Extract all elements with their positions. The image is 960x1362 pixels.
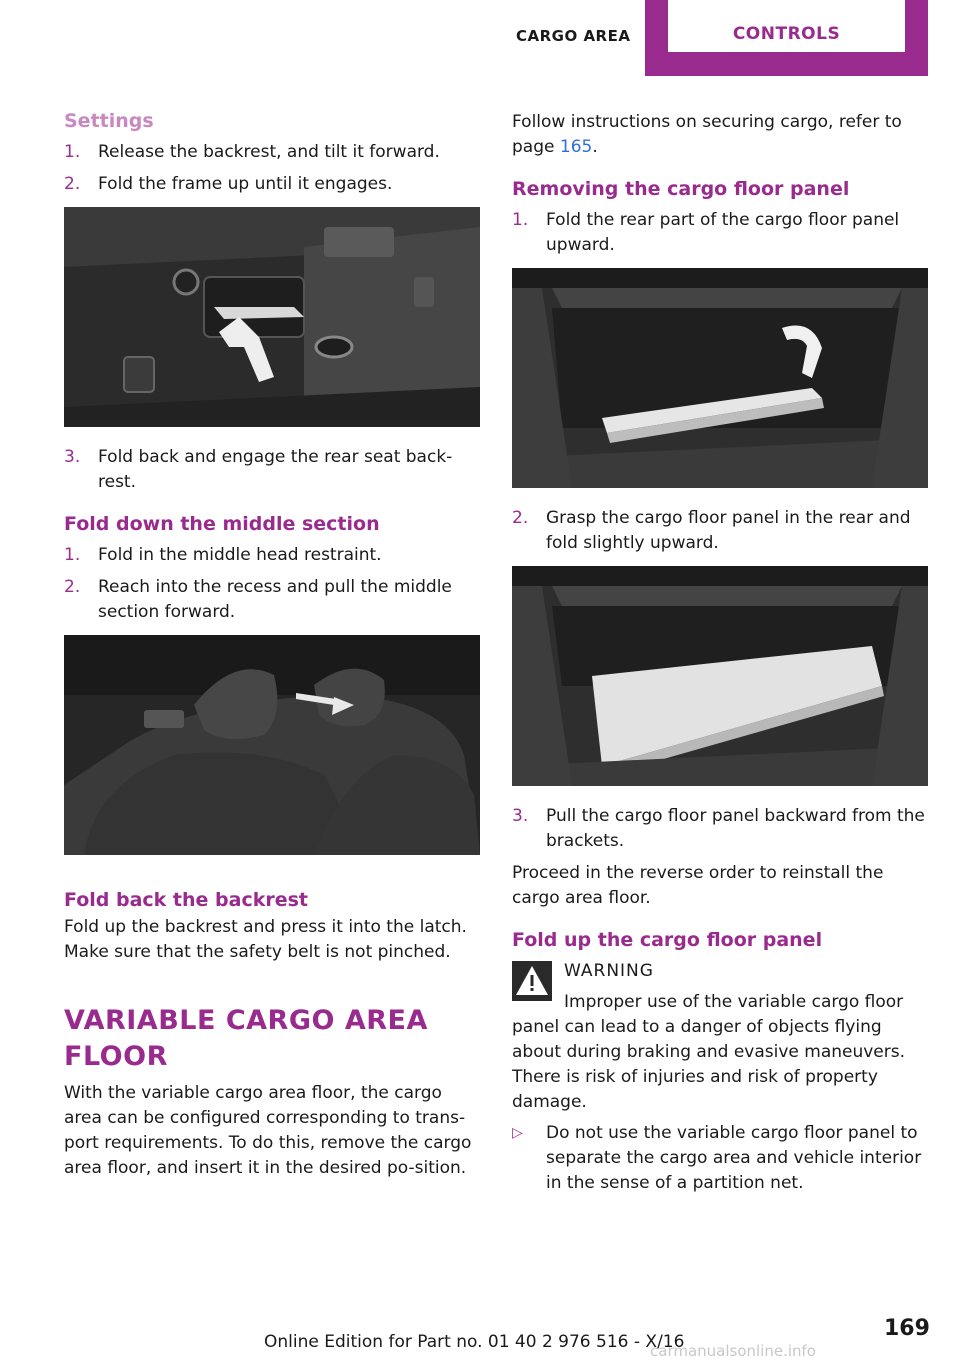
list-item — [64, 543, 480, 568]
list-item — [512, 506, 928, 556]
step-text: Fold back and engage the rear seat back-rest. — [98, 447, 453, 492]
page-reference-link[interactable]: 165 — [559, 137, 593, 157]
page-header — [0, 0, 960, 80]
variable-floor-text: With the variable cargo area floor, the cargo area can be configured corresponding to trans-port requirements. To do this, remove the cargo area floor, and insert it in the desired po-sition. — [64, 1083, 472, 1178]
left-column — [64, 110, 480, 1189]
warning-text: Improper use of the variable cargo floor panel can lead to a danger of objects flying about during braking and evasive maneuvers. There is risk of injuries and risk of property damage. — [512, 992, 906, 1112]
list-item — [64, 445, 480, 495]
step-number: 2. — [64, 577, 81, 597]
list-item — [512, 804, 928, 854]
intro-text — [512, 110, 928, 160]
cargo-floor-fold-illustration — [512, 268, 928, 488]
removing-step-3 — [512, 804, 928, 854]
step-number: 1. — [64, 545, 81, 565]
intro-text-after: . — [592, 137, 598, 157]
step-text: Fold in the middle head restraint. — [98, 545, 382, 565]
removing-heading: Removing the cargo floor panel — [512, 178, 850, 200]
chapter-title: CONTROLS — [732, 24, 841, 44]
step-text: Fold the rear part of the cargo floor panel upward. — [546, 210, 900, 255]
list-item — [512, 208, 928, 258]
variable-floor-heading: VARIABLE CARGO AREA FLOOR — [64, 1005, 428, 1072]
warning-bullets — [512, 1121, 928, 1196]
fold-up-heading: Fold up the cargo floor panel — [512, 929, 823, 951]
reinstall-text: Proceed in the reverse order to reinstall the cargo area floor. — [512, 863, 884, 908]
section-title: CARGO AREA — [516, 27, 631, 45]
step-number: 2. — [512, 508, 529, 528]
warning-block — [512, 959, 928, 1115]
step-number: 2. — [64, 174, 81, 194]
intro-text-before: Follow instructions on securing cargo, refer to page — [512, 112, 902, 157]
fold-middle-steps — [64, 543, 480, 625]
seat-frame-illustration — [64, 207, 480, 427]
settings-heading: Settings — [64, 110, 154, 132]
settings-step-3 — [64, 445, 480, 495]
removing-step-1 — [512, 208, 928, 258]
chapter-tab — [645, 0, 928, 76]
list-item — [64, 172, 480, 197]
warning-icon — [512, 961, 552, 1001]
step-text: Grasp the cargo floor panel in the rear and fold slightly upward. — [546, 508, 911, 553]
chapter-tab-label-box — [668, 0, 905, 52]
step-text: Reach into the recess and pull the middle section forward. — [98, 577, 452, 622]
list-item — [64, 575, 480, 625]
removing-step-2 — [512, 506, 928, 556]
cargo-floor-lift-illustration — [512, 566, 928, 786]
fold-middle-heading: Fold down the middle section — [64, 513, 380, 535]
list-item — [64, 140, 480, 165]
rear-seat-illustration — [64, 635, 480, 855]
fold-back-text: Fold up the backrest and press it into the latch. Make sure that the safety belt is not pinched. — [64, 917, 467, 962]
watermark: carmanualsonline.info — [650, 1342, 816, 1360]
right-column — [512, 110, 928, 1196]
list-item — [512, 1121, 928, 1196]
warning-title: WARNING — [564, 961, 654, 981]
step-number: 3. — [64, 447, 81, 467]
page-number: 169 — [884, 1316, 930, 1341]
step-number: 1. — [512, 210, 529, 230]
step-text: Release the backrest, and tilt it forward. — [98, 142, 440, 162]
bullet-text: Do not use the variable cargo floor panel to separate the cargo area and vehicle interior in the sense of a partition net. — [546, 1123, 922, 1193]
step-number: 3. — [512, 806, 529, 826]
edition-text: Online Edition for Part no. 01 40 2 976 516 - X/16 — [264, 1332, 685, 1352]
settings-steps — [64, 140, 480, 197]
triangle-bullet-icon: ▷ — [512, 1125, 523, 1141]
fold-back-heading: Fold back the backrest — [64, 889, 309, 911]
step-number: 1. — [64, 142, 81, 162]
step-text: Pull the cargo floor panel backward from the brackets. — [546, 806, 925, 851]
step-text: Fold the frame up until it engages. — [98, 174, 393, 194]
